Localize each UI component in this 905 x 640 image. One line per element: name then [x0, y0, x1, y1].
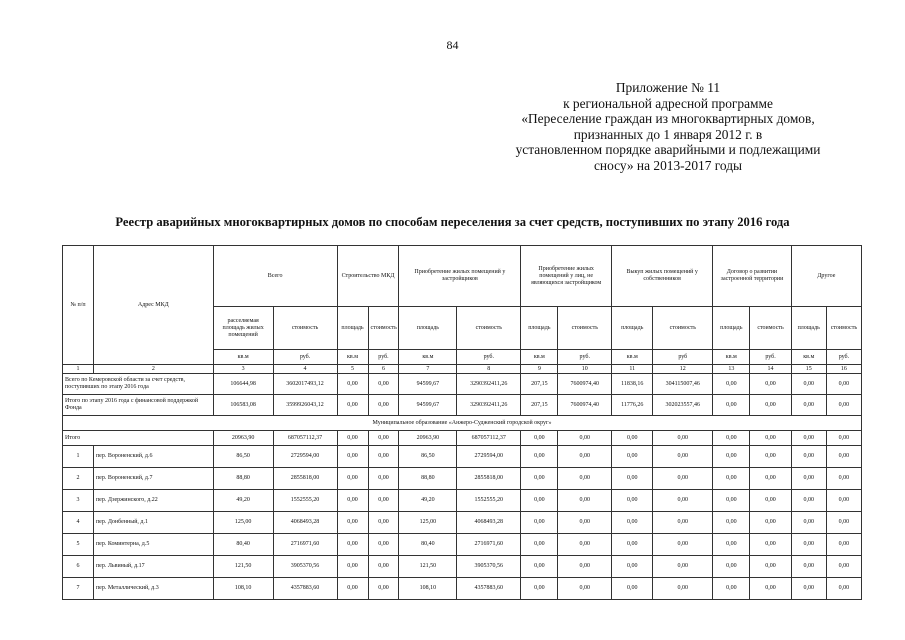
total-value: 0,00 — [750, 431, 791, 446]
row-value: 1552555,20 — [273, 490, 337, 512]
page-number: 84 — [446, 38, 459, 52]
column-number: 11 — [612, 365, 653, 374]
row-value: 0,00 — [558, 556, 612, 578]
total-label: Итого — [63, 431, 214, 446]
unit: кв.м — [791, 350, 826, 365]
summary-value: 0,00 — [713, 395, 750, 416]
summary-value: 3599926043,12 — [273, 395, 337, 416]
total-value: 20963,90 — [213, 431, 273, 446]
row-value: 80,40 — [399, 534, 457, 556]
appendix-line: установленном порядке аварийными и подлежащими — [515, 142, 821, 158]
table-row — [63, 578, 862, 600]
row-value: 108,10 — [399, 578, 457, 600]
header-cost: стоимость — [273, 307, 337, 350]
row-value: 0,00 — [368, 556, 399, 578]
column-number: 10 — [558, 365, 612, 374]
header-cost: стоимость — [558, 307, 612, 350]
summary-value: 3290392411,26 — [457, 395, 521, 416]
header-group: Договор о развитии застроенной территории — [713, 246, 791, 307]
column-numbers-row — [63, 365, 862, 374]
row-value: 0,00 — [826, 534, 861, 556]
row-value: 0,00 — [558, 534, 612, 556]
row-value: 0,00 — [612, 512, 653, 534]
row-number: 4 — [63, 512, 94, 534]
row-value: 86,50 — [213, 446, 273, 468]
row-address: пер. Вороненский, д.7 — [93, 468, 213, 490]
header-group: Другое — [791, 246, 861, 307]
row-value: 0,00 — [713, 490, 750, 512]
row-address: пер. Коминтерна, д.5 — [93, 534, 213, 556]
row-value: 0,00 — [750, 512, 791, 534]
column-number: 1 — [63, 365, 94, 374]
header-cost: стоимость — [750, 307, 791, 350]
row-number: 2 — [63, 468, 94, 490]
summary-value: 3290392411,26 — [457, 374, 521, 395]
row-value: 0,00 — [653, 578, 713, 600]
row-value: 0,00 — [791, 468, 826, 490]
row-value: 0,00 — [368, 512, 399, 534]
summary-row — [63, 374, 862, 395]
total-value: 687057112,37 — [273, 431, 337, 446]
unit: кв.м — [213, 350, 273, 365]
header-area: площадь — [399, 307, 457, 350]
column-number: 8 — [457, 365, 521, 374]
header-area: площадь — [337, 307, 368, 350]
row-value: 125,00 — [399, 512, 457, 534]
row-value: 0,00 — [750, 578, 791, 600]
row-value: 0,00 — [368, 490, 399, 512]
row-value: 0,00 — [612, 556, 653, 578]
summary-label: Итого по этапу 2016 года с финансовой поддержкой Фонда — [63, 395, 214, 416]
appendix-line: признанных до 1 января 2012 г. в — [573, 126, 763, 142]
row-value: 0,00 — [612, 578, 653, 600]
row-value: 0,00 — [791, 556, 826, 578]
row-value: 80,40 — [213, 534, 273, 556]
unit: руб. — [457, 350, 521, 365]
row-value: 3905370,56 — [457, 556, 521, 578]
row-value: 0,00 — [337, 578, 368, 600]
column-number: 14 — [750, 365, 791, 374]
appendix-line: «Переселение граждан из многоквартирных домов, — [521, 111, 815, 127]
summary-value: 7600974,40 — [558, 374, 612, 395]
summary-value: 0,00 — [826, 395, 861, 416]
header-area: площадь — [713, 307, 750, 350]
row-value: 0,00 — [750, 534, 791, 556]
summary-value: 106644,98 — [213, 374, 273, 395]
row-number: 3 — [63, 490, 94, 512]
header-cost: стоимость — [653, 307, 713, 350]
unit: руб. — [368, 350, 399, 365]
row-number: 5 — [63, 534, 94, 556]
header-num: № п/п — [63, 246, 94, 365]
unit: руб. — [826, 350, 861, 365]
row-value: 0,00 — [750, 556, 791, 578]
column-number: 16 — [826, 365, 861, 374]
summary-value: 0,00 — [791, 395, 826, 416]
row-value: 0,00 — [826, 490, 861, 512]
row-value: 0,00 — [826, 578, 861, 600]
summary-value: 0,00 — [368, 395, 399, 416]
summary-value: 7600974,40 — [558, 395, 612, 416]
column-number: 15 — [791, 365, 826, 374]
row-value: 2729594,00 — [457, 446, 521, 468]
total-value: 0,00 — [653, 431, 713, 446]
unit: руб. — [273, 350, 337, 365]
row-value: 0,00 — [558, 446, 612, 468]
summary-value: 0,00 — [337, 374, 368, 395]
row-value: 1552555,20 — [457, 490, 521, 512]
row-value: 0,00 — [521, 534, 558, 556]
row-value: 0,00 — [368, 578, 399, 600]
row-value: 0,00 — [368, 468, 399, 490]
municipality-total-row — [63, 431, 862, 446]
total-value: 0,00 — [612, 431, 653, 446]
row-value: 0,00 — [612, 446, 653, 468]
unit: кв.м — [713, 350, 750, 365]
row-value: 0,00 — [713, 512, 750, 534]
summary-value: 0,00 — [750, 395, 791, 416]
row-value: 88,80 — [213, 468, 273, 490]
row-value: 0,00 — [653, 534, 713, 556]
row-value: 0,00 — [713, 578, 750, 600]
summary-value: 0,00 — [750, 374, 791, 395]
row-value: 0,00 — [750, 490, 791, 512]
row-value: 0,00 — [750, 446, 791, 468]
unit: кв.м — [399, 350, 457, 365]
total-value: 0,00 — [791, 431, 826, 446]
header-area: площадь — [521, 307, 558, 350]
row-value: 121,50 — [399, 556, 457, 578]
row-value: 0,00 — [750, 468, 791, 490]
header-group: Выкуп жилых помещений у собственников — [612, 246, 713, 307]
row-value: 0,00 — [713, 534, 750, 556]
summary-value: 3602017493,12 — [273, 374, 337, 395]
row-value: 0,00 — [368, 446, 399, 468]
row-value: 3905370,56 — [273, 556, 337, 578]
total-value: 0,00 — [713, 431, 750, 446]
row-value: 0,00 — [612, 534, 653, 556]
column-number: 6 — [368, 365, 399, 374]
row-address: пер. Донбенный, д.1 — [93, 512, 213, 534]
table-row — [63, 468, 862, 490]
row-value: 0,00 — [612, 490, 653, 512]
table-row — [63, 490, 862, 512]
row-value: 2855818,00 — [457, 468, 521, 490]
row-value: 0,00 — [337, 534, 368, 556]
unit: руб — [653, 350, 713, 365]
appendix-block — [498, 80, 838, 174]
row-address: пер. Львиный, д.17 — [93, 556, 213, 578]
summary-value: 106583,08 — [213, 395, 273, 416]
row-value: 0,00 — [337, 446, 368, 468]
row-value: 0,00 — [521, 468, 558, 490]
municipality-row — [63, 416, 862, 431]
row-value: 0,00 — [521, 512, 558, 534]
table-row — [63, 446, 862, 468]
row-value: 0,00 — [826, 446, 861, 468]
unit: руб. — [558, 350, 612, 365]
header-cost: стоимость — [368, 307, 399, 350]
row-address: пер. Металлический, д.3 — [93, 578, 213, 600]
row-value: 0,00 — [653, 556, 713, 578]
header-area: площадь — [612, 307, 653, 350]
row-value: 0,00 — [558, 468, 612, 490]
summary-value: 94599,67 — [399, 395, 457, 416]
document-title: Реестр аварийных многоквартирных домов по способам переселения за счет средств, поступивших по этапу 2016 года — [115, 215, 790, 229]
unit: руб. — [750, 350, 791, 365]
header-group: Приобретение жилых помещений у застройщиков — [399, 246, 521, 307]
row-value: 108,10 — [213, 578, 273, 600]
row-value: 0,00 — [558, 490, 612, 512]
row-value: 0,00 — [521, 490, 558, 512]
row-value: 0,00 — [653, 490, 713, 512]
summary-value: 0,00 — [826, 374, 861, 395]
total-value: 0,00 — [826, 431, 861, 446]
summary-label: Всего по Кемеровской области за счет средств, поступивших по этапу 2016 года — [63, 374, 214, 395]
header-cost: стоимость — [457, 307, 521, 350]
row-value: 0,00 — [826, 468, 861, 490]
unit: кв.м — [521, 350, 558, 365]
column-number: 12 — [653, 365, 713, 374]
row-value: 49,20 — [399, 490, 457, 512]
column-number: 3 — [213, 365, 273, 374]
row-value: 4068493,28 — [457, 512, 521, 534]
summary-value: 94599,67 — [399, 374, 457, 395]
summary-value: 304115007,46 — [653, 374, 713, 395]
row-value: 0,00 — [791, 512, 826, 534]
table-row — [63, 556, 862, 578]
row-number: 6 — [63, 556, 94, 578]
row-value: 4068493,28 — [273, 512, 337, 534]
row-number: 7 — [63, 578, 94, 600]
row-number: 1 — [63, 446, 94, 468]
row-value: 0,00 — [337, 490, 368, 512]
row-value: 0,00 — [791, 446, 826, 468]
row-value: 86,50 — [399, 446, 457, 468]
summary-row — [63, 395, 862, 416]
summary-value: 0,00 — [713, 374, 750, 395]
total-value: 0,00 — [337, 431, 368, 446]
total-value: 20963,90 — [399, 431, 457, 446]
summary-value: 0,00 — [791, 374, 826, 395]
summary-value: 11838,16 — [612, 374, 653, 395]
summary-value: 0,00 — [337, 395, 368, 416]
row-value: 0,00 — [826, 556, 861, 578]
row-value: 2716971,60 — [457, 534, 521, 556]
header-total-area: расселяемая площадь жилых помещений — [213, 307, 273, 350]
header-cost: стоимость — [826, 307, 861, 350]
column-number: 5 — [337, 365, 368, 374]
total-value: 0,00 — [521, 431, 558, 446]
row-value: 4357883,60 — [457, 578, 521, 600]
row-value: 0,00 — [791, 534, 826, 556]
summary-value: 11776,26 — [612, 395, 653, 416]
row-value: 0,00 — [558, 578, 612, 600]
appendix-line: Приложение № 11 — [615, 80, 721, 95]
row-value: 125,00 — [213, 512, 273, 534]
registry-table — [62, 245, 862, 600]
row-address: пер. Дзержинского, д.22 — [93, 490, 213, 512]
table-row — [63, 534, 862, 556]
summary-value: 207,15 — [521, 395, 558, 416]
municipality-name: Муниципальное образование «Анжеро-Судженский городской округ» — [63, 416, 862, 431]
row-value: 0,00 — [653, 512, 713, 534]
row-address: пер. Вороненский, д.6 — [93, 446, 213, 468]
row-value: 2729594,00 — [273, 446, 337, 468]
row-value: 4357883,60 — [273, 578, 337, 600]
column-number: 7 — [399, 365, 457, 374]
row-value: 0,00 — [791, 490, 826, 512]
row-value: 0,00 — [791, 578, 826, 600]
row-value: 0,00 — [612, 468, 653, 490]
row-value: 0,00 — [713, 556, 750, 578]
total-value: 0,00 — [558, 431, 612, 446]
appendix-line: сносу» на 2013-2017 годы — [593, 157, 743, 173]
appendix-line: к региональной адресной программе — [563, 95, 773, 111]
header-group: Всего — [213, 246, 337, 307]
row-value: 0,00 — [826, 512, 861, 534]
unit: кв.м — [337, 350, 368, 365]
row-value: 49,20 — [213, 490, 273, 512]
row-value: 0,00 — [337, 512, 368, 534]
column-number: 4 — [273, 365, 337, 374]
row-value: 0,00 — [521, 578, 558, 600]
row-value: 88,80 — [399, 468, 457, 490]
row-value: 0,00 — [558, 512, 612, 534]
summary-value: 207,15 — [521, 374, 558, 395]
row-value: 0,00 — [337, 468, 368, 490]
header-group: Приобретение жилых помещений у лиц, не являющихся застройщиком — [521, 246, 612, 307]
row-value: 0,00 — [521, 446, 558, 468]
row-value: 0,00 — [713, 446, 750, 468]
summary-value: 302023557,46 — [653, 395, 713, 416]
row-value: 0,00 — [653, 446, 713, 468]
total-value: 687057112,37 — [457, 431, 521, 446]
column-number: 2 — [93, 365, 213, 374]
column-number: 9 — [521, 365, 558, 374]
row-value: 0,00 — [521, 556, 558, 578]
row-value: 0,00 — [368, 534, 399, 556]
header-address: Адрес МКД — [93, 246, 213, 365]
unit: кв.м — [612, 350, 653, 365]
column-number: 13 — [713, 365, 750, 374]
summary-value: 0,00 — [368, 374, 399, 395]
table-row — [63, 512, 862, 534]
header-group: Строительство МКД — [337, 246, 399, 307]
header-area: площадь — [791, 307, 826, 350]
row-value: 0,00 — [337, 556, 368, 578]
row-value: 0,00 — [713, 468, 750, 490]
row-value: 2716971,60 — [273, 534, 337, 556]
row-value: 2855818,00 — [273, 468, 337, 490]
row-value: 0,00 — [653, 468, 713, 490]
row-value: 121,50 — [213, 556, 273, 578]
total-value: 0,00 — [368, 431, 399, 446]
